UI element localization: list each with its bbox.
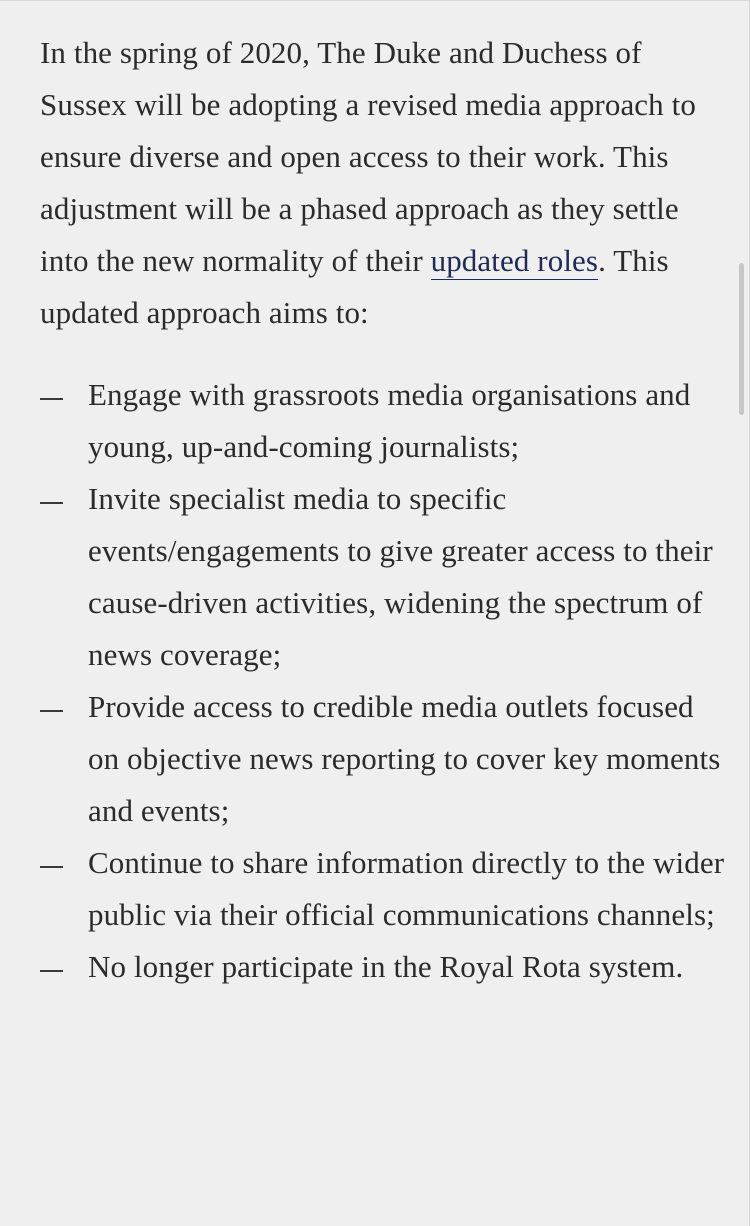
list-item [40, 941, 728, 993]
dash-bullet-icon [40, 866, 63, 868]
list-item-text: Invite specialist media to specific events/engagements to give greater access to their cause-driven activities, widening the spectrum of news coverage; [88, 481, 713, 672]
intro-text-before-link: In the spring of 2020, The Duke and Duchess of Sussex will be adopting a revised media approach to ensure diverse and open access to their work. This adjustment will be a phased approach as they settle into the new normality of their [40, 35, 696, 278]
vertical-scrollbar[interactable] [739, 263, 744, 415]
dash-bullet-icon [40, 710, 63, 712]
intro-paragraph [40, 27, 728, 339]
list-item-text: Provide access to credible media outlets focused on objective news reporting to cover key moments and events; [88, 689, 721, 828]
list-item [40, 369, 728, 473]
article-body [40, 27, 728, 993]
list-item [40, 837, 728, 941]
list-item [40, 681, 728, 837]
updated-roles-link[interactable]: updated roles [430, 243, 599, 278]
list-item-text: Engage with grassroots media organisations and young, up-and-coming journalists; [88, 377, 691, 464]
list-item-text: No longer participate in the Royal Rota system. [88, 949, 684, 984]
dash-bullet-icon [40, 502, 63, 504]
list-item [40, 473, 728, 681]
list-item-text: Continue to share information directly to the wider public via their official communications channels; [88, 845, 725, 932]
aims-list [40, 369, 728, 993]
dash-bullet-icon [40, 970, 63, 972]
dash-bullet-icon [40, 398, 63, 400]
intro-text-after-link: . This updated approach aims to: [40, 243, 669, 330]
